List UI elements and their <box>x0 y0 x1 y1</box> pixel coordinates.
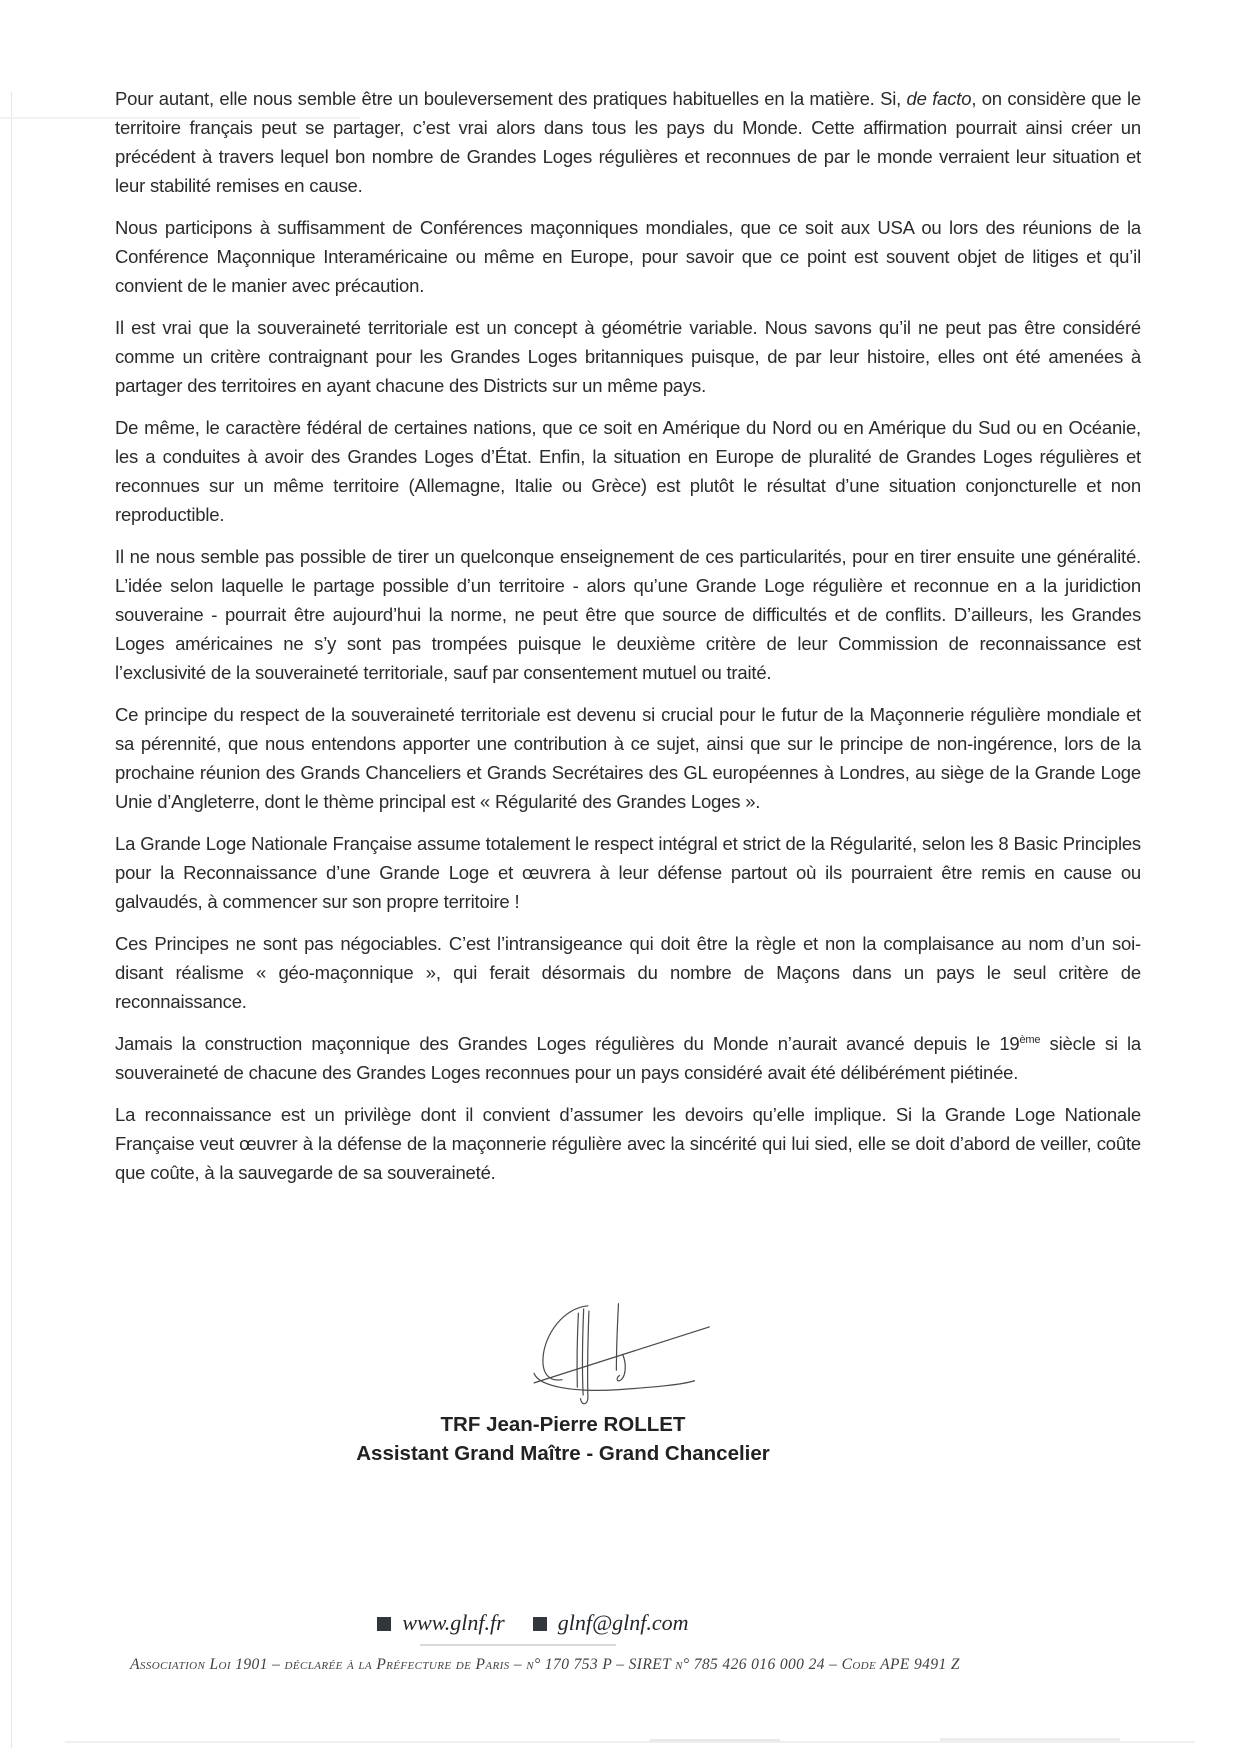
paragraph: Pour autant, elle nous semble être un bouleversement des pratiques habituelles en la matière. Si, de facto, on considère que le territoire français peut se partager, c’est vrai alors dans tous les pays du Monde. Cette affirmation pourrait ainsi créer un précédent à travers lequel bon nombre de Grandes Loges régulières et reconnues de par le monde verraient leur situation et leur stabilité remises en cause. <box>115 88 1141 196</box>
paragraph: Il est vrai que la souveraineté territoriale est un concept à géométrie variable. Nous savons qu’il ne peut pas être considéré comme un critère contraignant pour les Grandes Loges britanniques puisque, de par leur histoire, elles ont été amenées à partager des territoires en ayant chacune des Districts sur un même pays. <box>115 317 1141 396</box>
footer-legal: Association Loi 1901 – déclarée à la Préfecture de Paris – n° 170 753 P – SIRET n° 785 426 016 000 24 – Code APE 9491 Z <box>130 1656 960 1673</box>
footer-email: glnf@glnf.com <box>557 1610 689 1635</box>
paragraph: La Grande Loge Nationale Française assume totalement le respect intégral et strict de la Régularité, selon les 8 Basic Principles pour la Reconnaissance d’une Grande Loge et œuvrera à leur défense partout où ils pourraient être remis en cause ou galvaudés, à commencer sur son propre territoire ! <box>115 833 1141 912</box>
letter-body <box>115 84 1141 1200</box>
square-bullet-icon <box>377 1617 391 1631</box>
paragraph: Nous participons à suffisamment de Conférences maçonniques mondiales, que ce soit aux USA ou lors des réunions de la Conférence Maçonnique Interaméricaine ou même en Europe, pour savoir que ce point est souvent objet de litiges et qu’il convient de le manier avec précaution. <box>115 217 1141 296</box>
scan-edge-line <box>11 92 12 1748</box>
signatory-title: Assistant Grand Maître - Grand Chancelier <box>356 1442 770 1465</box>
footer-website: www.glnf.fr <box>402 1610 505 1635</box>
paragraph: La reconnaissance est un privilège dont il convient d’assumer les devoirs qu’elle implique. Si la Grande Loge Nationale Française veut œuvrer à la défense de la maçonnerie régulière avec la sincérité qui lui sied, elle se doit d’abord de veiller, coûte que coûte, à la sauvegarde de sa souveraineté. <box>115 1104 1141 1183</box>
scan-smudge <box>940 1738 1120 1741</box>
footer-divider <box>420 1644 616 1646</box>
paragraph: Ces Principes ne sont pas négociables. C’est l’intransigeance qui doit être la règle et non la complaisance au nom d’un soi-disant réalisme « géo-maçonnique », qui ferait désormais du nombre de Maçons dans un pays le seul critère de reconnaissance. <box>115 933 1141 1012</box>
signature-image <box>533 1300 723 1414</box>
paragraph: Ce principe du respect de la souveraineté territoriale est devenu si crucial pour le futur de la Maçonnerie régulière mondiale et sa pérennité, que nous entendons apporter une contribution à ce sujet, ainsi que sur le principe de non-ingérence, lors de la prochaine réunion des Grands Chanceliers et Grands Secrétaires des GL européennes à Londres, au siège de la Grande Loge Unie d’Angleterre, dont le thème principal est « Régularité des Grandes Loges ». <box>115 704 1141 812</box>
paragraph: Il ne nous semble pas possible de tirer un quelconque enseignement de ces particularités, pour en tirer ensuite une généralité. L’idée selon laquelle le partage possible d’un territoire - alors qu’une Grande Loge régulière et reconnue en a la juridiction souveraine - pourrait être aujourd’hui la norme, ne peut être que source de difficultés et de conflits. D’ailleurs, les Grandes Loges américaines ne s’y sont pas trompées puisque le deuxième critère de leur Commission de reconnaissance est l’exclusivité de la souveraineté territoriale, sauf par consentement mutuel ou traité. <box>115 546 1141 683</box>
scan-smudge <box>65 1741 1195 1743</box>
paragraph: Jamais la construction maçonnique des Grandes Loges régulières du Monde n’aurait avancé depuis le 19ème siècle si la souveraineté de chacune des Grandes Loges reconnues pour un pays considéré avait été délibérément piétinée. <box>115 1033 1141 1083</box>
signatory-block <box>163 1410 963 1468</box>
signatory-name: TRF Jean-Pierre ROLLET <box>440 1413 686 1436</box>
scan-smudge <box>650 1739 780 1742</box>
paragraph: De même, le caractère fédéral de certaines nations, que ce soit en Amérique du Nord ou en Amérique du Sud ou en Océanie, les a conduites à avoir des Grandes Loges d’État. Enfin, la situation en Europe de pluralité de Grandes Loges régulières et reconnues sur un même territoire (Allemagne, Italie ou Grèce) est plutôt le résultat d’une situation conjoncturelle et non reproductible. <box>115 417 1141 525</box>
footer-contacts <box>0 1610 1066 1636</box>
square-bullet-icon <box>533 1617 547 1631</box>
